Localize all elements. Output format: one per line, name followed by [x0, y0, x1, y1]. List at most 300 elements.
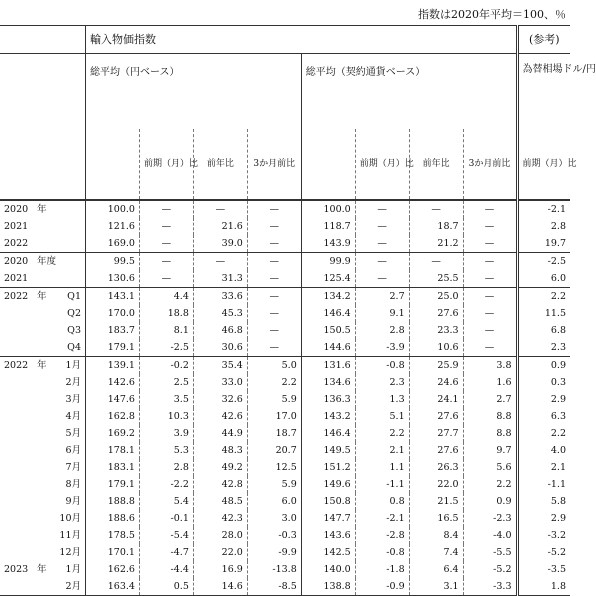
cell-yen-mom: -0.1: [139, 510, 193, 527]
col-contract-mom: 前期（月）比: [355, 129, 409, 200]
cell-contract-mom: -0.9: [355, 578, 409, 596]
cell-contract-3m: —: [463, 288, 517, 306]
period-sub: 3月: [65, 394, 81, 405]
cell-contract-index: 143.6: [301, 527, 355, 544]
cell-yen-3m: 2.2: [247, 374, 301, 391]
period-label: [0, 305, 86, 322]
cell-contract-yoy: —: [409, 200, 463, 218]
period-label: [0, 288, 86, 306]
cell-contract-index: 125.4: [301, 270, 355, 288]
cell-yen-3m: —: [247, 253, 301, 271]
cell-yen-mom: —: [139, 235, 193, 253]
cell-fx-mom: 0.9: [517, 357, 570, 375]
col-contract-3m: 3か月前比: [463, 129, 517, 200]
cell-yen-yoy: 33.0: [193, 374, 247, 391]
cell-contract-mom: 2.3: [355, 374, 409, 391]
table-row: [0, 527, 570, 544]
period-unit: 年: [37, 291, 47, 302]
period-year: 2022: [4, 291, 29, 302]
cell-yen-yoy: 22.0: [193, 544, 247, 561]
cell-yen-yoy: —: [193, 253, 247, 271]
period-sub: 1月: [65, 564, 81, 575]
cell-yen-3m: —: [247, 339, 301, 357]
cell-fx-mom: 2.8: [517, 218, 570, 235]
cell-yen-3m: —: [247, 305, 301, 322]
table-row: [0, 544, 570, 561]
cell-contract-3m: 2.7: [463, 391, 517, 408]
cell-yen-yoy: —: [193, 200, 247, 218]
cell-contract-mom: -0.8: [355, 357, 409, 375]
col-yen-3m: 3か月前比: [247, 129, 301, 200]
cell-contract-index: 140.0: [301, 561, 355, 578]
period-sub: 2月: [65, 377, 81, 388]
cell-contract-mom: 2.8: [355, 322, 409, 339]
period-label: [0, 270, 86, 288]
cell-yen-index: 143.1: [86, 288, 140, 306]
cell-yen-3m: —: [247, 322, 301, 339]
cell-contract-index: 136.3: [301, 391, 355, 408]
cell-contract-yoy: 16.5: [409, 510, 463, 527]
cell-yen-yoy: 48.5: [193, 493, 247, 510]
cell-yen-mom: —: [139, 253, 193, 271]
cell-yen-mom: -4.7: [139, 544, 193, 561]
cell-contract-yoy: 6.4: [409, 561, 463, 578]
period-year: 2020: [4, 204, 29, 215]
import-price-index-table: [0, 25, 596, 596]
cell-yen-3m: 5.9: [247, 476, 301, 493]
cell-contract-mom: 1.1: [355, 459, 409, 476]
table-row: [0, 218, 570, 235]
cell-yen-index: 142.6: [86, 374, 140, 391]
cell-contract-mom: 2.2: [355, 425, 409, 442]
period-sub: 6月: [65, 445, 81, 456]
period-sub: 11月: [59, 530, 81, 541]
cell-yen-3m: -9.9: [247, 544, 301, 561]
table-row: [0, 253, 570, 271]
cell-yen-index: 121.6: [86, 218, 140, 235]
cell-contract-mom: —: [355, 235, 409, 253]
table-row: [0, 493, 570, 510]
cell-contract-mom: -2.1: [355, 510, 409, 527]
cell-contract-3m: —: [463, 270, 517, 288]
cell-yen-yoy: 42.8: [193, 476, 247, 493]
period-sub: 8月: [65, 479, 81, 490]
cell-yen-index: 179.1: [86, 339, 140, 357]
index-base-note: 指数は2020年平均＝100、％: [418, 8, 566, 21]
cell-contract-mom: —: [355, 200, 409, 218]
cell-yen-yoy: 21.6: [193, 218, 247, 235]
cell-yen-3m: 17.0: [247, 408, 301, 425]
table-row: [0, 270, 570, 288]
cell-fx-mom: 6.0: [517, 270, 570, 288]
cell-contract-3m: —: [463, 305, 517, 322]
cell-contract-mom: —: [355, 253, 409, 271]
cell-contract-index: 143.9: [301, 235, 355, 253]
period-label: [0, 578, 86, 596]
period-label: [0, 391, 86, 408]
cell-yen-index: 183.7: [86, 322, 140, 339]
cell-contract-mom: —: [355, 270, 409, 288]
cell-fx-mom: -3.5: [517, 561, 570, 578]
cell-yen-mom: -5.4: [139, 527, 193, 544]
table-row: [0, 425, 570, 442]
table-row: [0, 391, 570, 408]
table-row: [0, 357, 570, 375]
cell-yen-index: 169.0: [86, 235, 140, 253]
cell-contract-yoy: 8.4: [409, 527, 463, 544]
cell-yen-mom: —: [139, 270, 193, 288]
cell-contract-mom: 2.7: [355, 288, 409, 306]
cell-yen-yoy: 16.9: [193, 561, 247, 578]
col-yen-yoy: 前年比: [193, 129, 247, 200]
cell-contract-mom: 9.1: [355, 305, 409, 322]
cell-yen-mom: —: [139, 218, 193, 235]
cell-contract-yoy: 27.6: [409, 442, 463, 459]
cell-yen-3m: 5.9: [247, 391, 301, 408]
cell-contract-3m: —: [463, 218, 517, 235]
col-contract-yoy: 前年比: [409, 129, 463, 200]
cell-yen-yoy: 39.0: [193, 235, 247, 253]
cell-yen-mom: 10.3: [139, 408, 193, 425]
cell-yen-3m: 3.0: [247, 510, 301, 527]
cell-contract-3m: —: [463, 322, 517, 339]
cell-fx-mom: 2.2: [517, 288, 570, 306]
cell-yen-mom: -0.2: [139, 357, 193, 375]
cell-yen-mom: 3.5: [139, 391, 193, 408]
cell-yen-3m: 20.7: [247, 442, 301, 459]
col-yen-mom: 前期（月）比: [139, 129, 193, 200]
period-sub: 2月: [65, 581, 81, 592]
cell-fx-mom: 6.8: [517, 322, 570, 339]
period-sub: 7月: [65, 462, 81, 473]
period-label: [0, 339, 86, 357]
cell-yen-index: 162.6: [86, 561, 140, 578]
cell-yen-mom: 5.3: [139, 442, 193, 459]
cell-contract-yoy: 27.6: [409, 408, 463, 425]
cell-contract-3m: -2.3: [463, 510, 517, 527]
cell-contract-index: 134.6: [301, 374, 355, 391]
cell-yen-index: 170.0: [86, 305, 140, 322]
period-label: [0, 493, 86, 510]
cell-fx-mom: 2.9: [517, 510, 570, 527]
table-body: [0, 200, 570, 596]
period-sub: 12月: [59, 547, 81, 558]
cell-yen-3m: 6.0: [247, 493, 301, 510]
cell-contract-3m: -5.5: [463, 544, 517, 561]
cell-fx-mom: 5.8: [517, 493, 570, 510]
cell-fx-mom: -3.2: [517, 527, 570, 544]
period-label: [0, 218, 86, 235]
group-contract-currency-basis: 総平均（契約通貨ベース）: [301, 54, 517, 130]
cell-yen-yoy: 35.4: [193, 357, 247, 375]
cell-contract-3m: 0.9: [463, 493, 517, 510]
cell-yen-index: 170.1: [86, 544, 140, 561]
cell-contract-yoy: 27.6: [409, 305, 463, 322]
cell-contract-yoy: 21.2: [409, 235, 463, 253]
period-sub: 10月: [59, 513, 81, 524]
cell-contract-3m: 3.8: [463, 357, 517, 375]
period-sub: 4月: [65, 411, 81, 422]
cell-contract-3m: 8.8: [463, 408, 517, 425]
period-unit: 年: [37, 564, 47, 575]
cell-yen-yoy: 42.3: [193, 510, 247, 527]
cell-yen-3m: 5.0: [247, 357, 301, 375]
cell-contract-yoy: —: [409, 253, 463, 271]
cell-contract-mom: -1.1: [355, 476, 409, 493]
period-label: [0, 200, 86, 218]
period-label: [0, 459, 86, 476]
table-row: [0, 442, 570, 459]
table-row: [0, 200, 570, 218]
table-row: [0, 578, 570, 596]
cell-yen-yoy: 46.8: [193, 322, 247, 339]
cell-yen-3m: -8.5: [247, 578, 301, 596]
cell-contract-index: 134.2: [301, 288, 355, 306]
group-yen-basis: 総平均（円ベース）: [86, 54, 302, 130]
cell-contract-3m: -3.3: [463, 578, 517, 596]
cell-contract-index: 150.5: [301, 322, 355, 339]
cell-yen-mom: -2.2: [139, 476, 193, 493]
period-unit: 年度: [37, 256, 57, 267]
cell-yen-yoy: 49.2: [193, 459, 247, 476]
cell-contract-index: 151.2: [301, 459, 355, 476]
period-year: 2020: [4, 256, 29, 267]
cell-yen-mom: 8.1: [139, 322, 193, 339]
period-label: [0, 527, 86, 544]
cell-yen-index: 183.1: [86, 459, 140, 476]
cell-yen-3m: -0.3: [247, 527, 301, 544]
cell-yen-mom: 18.8: [139, 305, 193, 322]
cell-contract-3m: 9.7: [463, 442, 517, 459]
cell-contract-index: 149.5: [301, 442, 355, 459]
cell-yen-index: 130.6: [86, 270, 140, 288]
period-sub: 1月: [65, 360, 81, 371]
table-row: [0, 288, 570, 306]
cell-contract-index: 99.9: [301, 253, 355, 271]
cell-yen-index: 147.6: [86, 391, 140, 408]
cell-yen-yoy: 45.3: [193, 305, 247, 322]
table-row: [0, 476, 570, 493]
period-label: [0, 235, 86, 253]
table-row: [0, 322, 570, 339]
cell-contract-yoy: 10.6: [409, 339, 463, 357]
cell-yen-3m: —: [247, 200, 301, 218]
cell-contract-mom: —: [355, 218, 409, 235]
period-sub: 5月: [65, 428, 81, 439]
period-label: [0, 510, 86, 527]
period-label: [0, 425, 86, 442]
period-label: [0, 408, 86, 425]
cell-fx-mom: 4.0: [517, 442, 570, 459]
cell-contract-3m: —: [463, 200, 517, 218]
period-label: [0, 322, 86, 339]
cell-contract-yoy: 7.4: [409, 544, 463, 561]
period-label: [0, 374, 86, 391]
cell-fx-mom: -5.2: [517, 544, 570, 561]
cell-contract-3m: 5.6: [463, 459, 517, 476]
table-row: [0, 510, 570, 527]
period-sub: 9月: [65, 496, 81, 507]
cell-contract-mom: 5.1: [355, 408, 409, 425]
cell-yen-3m: —: [247, 270, 301, 288]
table-row: [0, 305, 570, 322]
cell-yen-3m: —: [247, 288, 301, 306]
cell-contract-yoy: 27.7: [409, 425, 463, 442]
cell-contract-index: 147.7: [301, 510, 355, 527]
cell-contract-index: 150.8: [301, 493, 355, 510]
cell-yen-3m: -13.8: [247, 561, 301, 578]
cell-fx-mom: 19.7: [517, 235, 570, 253]
period-year: 2022: [4, 360, 29, 371]
period-sub: Q4: [67, 342, 81, 353]
table-row: [0, 374, 570, 391]
cell-yen-mom: 2.8: [139, 459, 193, 476]
cell-contract-mom: -2.8: [355, 527, 409, 544]
cell-contract-yoy: 22.0: [409, 476, 463, 493]
period-year: 2023: [4, 564, 29, 575]
cell-fx-mom: 1.8: [517, 578, 570, 596]
cell-fx-mom: 6.3: [517, 408, 570, 425]
period-sub: Q1: [67, 291, 81, 302]
cell-yen-3m: 12.5: [247, 459, 301, 476]
cell-contract-mom: -3.9: [355, 339, 409, 357]
cell-contract-mom: 2.1: [355, 442, 409, 459]
cell-yen-mom: -2.5: [139, 339, 193, 357]
cell-contract-yoy: 26.3: [409, 459, 463, 476]
cell-contract-mom: 1.3: [355, 391, 409, 408]
cell-yen-mom: -4.4: [139, 561, 193, 578]
cell-fx-mom: -2.5: [517, 253, 570, 271]
cell-contract-index: 144.6: [301, 339, 355, 357]
cell-yen-3m: —: [247, 235, 301, 253]
period-header-blank: [0, 26, 86, 54]
reference-header: (参考): [517, 26, 570, 54]
table-row: [0, 459, 570, 476]
period-unit: 年: [37, 360, 47, 371]
cell-fx-mom: 2.1: [517, 459, 570, 476]
cell-contract-mom: 0.8: [355, 493, 409, 510]
cell-contract-index: 142.5: [301, 544, 355, 561]
cell-yen-mom: —: [139, 200, 193, 218]
cell-fx-mom: 0.3: [517, 374, 570, 391]
cell-contract-yoy: 24.1: [409, 391, 463, 408]
cell-yen-mom: 3.9: [139, 425, 193, 442]
cell-contract-index: 138.8: [301, 578, 355, 596]
cell-contract-index: 146.4: [301, 425, 355, 442]
cell-contract-index: 143.2: [301, 408, 355, 425]
cell-contract-yoy: 18.7: [409, 218, 463, 235]
cell-yen-3m: —: [247, 218, 301, 235]
cell-contract-3m: —: [463, 339, 517, 357]
period-label: [0, 253, 86, 271]
cell-contract-3m: —: [463, 235, 517, 253]
cell-yen-index: 178.5: [86, 527, 140, 544]
cell-contract-index: 149.6: [301, 476, 355, 493]
cell-contract-index: 100.0: [301, 200, 355, 218]
period-label: [0, 442, 86, 459]
cell-yen-3m: 18.7: [247, 425, 301, 442]
cell-yen-mom: 0.5: [139, 578, 193, 596]
cell-yen-index: 179.1: [86, 476, 140, 493]
cell-yen-yoy: 14.6: [193, 578, 247, 596]
cell-contract-3m: 2.2: [463, 476, 517, 493]
cell-contract-yoy: 25.9: [409, 357, 463, 375]
cell-yen-yoy: 33.6: [193, 288, 247, 306]
cell-yen-yoy: 48.3: [193, 442, 247, 459]
cell-yen-mom: 2.5: [139, 374, 193, 391]
cell-yen-yoy: 42.6: [193, 408, 247, 425]
cell-yen-yoy: 28.0: [193, 527, 247, 544]
cell-contract-mom: -1.8: [355, 561, 409, 578]
table-row: [0, 339, 570, 357]
cell-yen-index: 169.2: [86, 425, 140, 442]
cell-contract-yoy: 24.6: [409, 374, 463, 391]
cell-contract-mom: -0.8: [355, 544, 409, 561]
cell-contract-3m: 8.8: [463, 425, 517, 442]
cell-fx-mom: 11.5: [517, 305, 570, 322]
cell-yen-index: 162.8: [86, 408, 140, 425]
cell-fx-mom: -2.1: [517, 200, 570, 218]
cell-fx-mom: 2.2: [517, 425, 570, 442]
period-label: [0, 561, 86, 578]
cell-contract-3m: -5.2: [463, 561, 517, 578]
period-year: 2021: [4, 273, 29, 284]
cell-yen-index: 139.1: [86, 357, 140, 375]
period-sub: Q3: [67, 325, 81, 336]
cell-contract-yoy: 25.5: [409, 270, 463, 288]
table-row: [0, 235, 570, 253]
period-label: [0, 357, 86, 375]
table-title: 輸入物価指数: [86, 26, 518, 54]
cell-contract-3m: 1.6: [463, 374, 517, 391]
cell-yen-index: 163.4: [86, 578, 140, 596]
cell-yen-yoy: 32.6: [193, 391, 247, 408]
cell-contract-yoy: 25.0: [409, 288, 463, 306]
fx-rate-header: 為替相場ドル/円: [517, 54, 570, 130]
cell-yen-index: 100.0: [86, 200, 140, 218]
col-fx-mom: 前期（月）比: [517, 129, 570, 200]
cell-yen-index: 188.6: [86, 510, 140, 527]
cell-contract-3m: -4.0: [463, 527, 517, 544]
cell-fx-mom: 2.3: [517, 339, 570, 357]
period-label: [0, 544, 86, 561]
cell-yen-index: 188.8: [86, 493, 140, 510]
cell-yen-yoy: 31.3: [193, 270, 247, 288]
period-label: [0, 476, 86, 493]
cell-yen-mom: 5.4: [139, 493, 193, 510]
period-year: 2021: [4, 221, 29, 232]
table-row: [0, 561, 570, 578]
cell-contract-index: 146.4: [301, 305, 355, 322]
cell-contract-yoy: 21.5: [409, 493, 463, 510]
cell-fx-mom: -1.1: [517, 476, 570, 493]
cell-yen-mom: 4.4: [139, 288, 193, 306]
cell-contract-yoy: 3.1: [409, 578, 463, 596]
cell-yen-yoy: 44.9: [193, 425, 247, 442]
period-sub: Q2: [67, 308, 81, 319]
cell-contract-index: 118.7: [301, 218, 355, 235]
cell-contract-yoy: 23.3: [409, 322, 463, 339]
cell-yen-yoy: 30.6: [193, 339, 247, 357]
cell-contract-3m: —: [463, 253, 517, 271]
cell-contract-index: 131.6: [301, 357, 355, 375]
table-row: [0, 408, 570, 425]
cell-yen-index: 178.1: [86, 442, 140, 459]
period-year: 2022: [4, 238, 29, 249]
cell-fx-mom: 2.9: [517, 391, 570, 408]
period-unit: 年: [37, 204, 47, 215]
cell-yen-index: 99.5: [86, 253, 140, 271]
